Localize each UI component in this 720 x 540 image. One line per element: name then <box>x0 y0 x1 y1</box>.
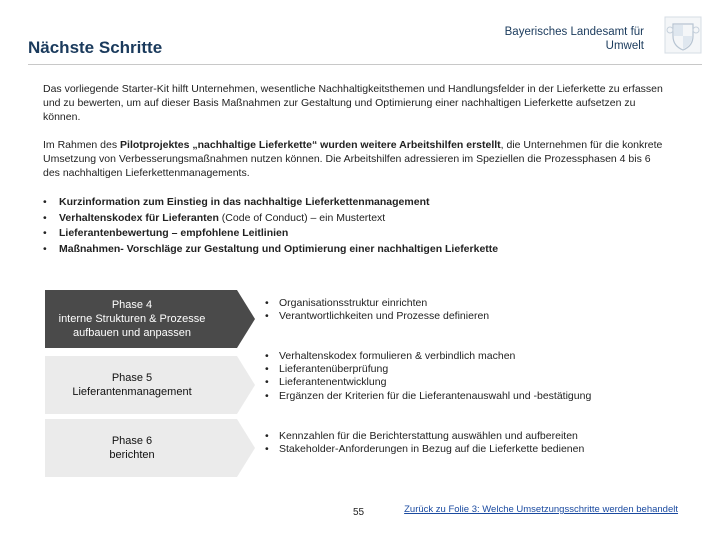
intro-paragraph: Das vorliegende Starter-Kit hilft Unternehmen, wesentliche Nachhaltigkeitsthemen und Handlungsfelder in der Lieferkette zu erfassen und zu bewerten, um auf dieser Basis Maßnahmen zur Gestaltung und Optimierung einer nachhaltigen Lieferkette aufsetzen zu können. <box>43 83 663 123</box>
back-to-slide-3-link[interactable]: Zurück zu Folie 3: Welche Umsetzungsschritte werden behandelt <box>404 504 678 515</box>
phase-label: Phase 4 <box>111 299 153 311</box>
arrow-tip <box>237 290 255 348</box>
organization-name <box>505 25 644 53</box>
phase-label: Phase 6 <box>111 435 153 447</box>
tools-list <box>43 195 498 257</box>
pilot-project-paragraph <box>43 138 663 180</box>
action-item: • Verhaltenskodex formulieren & verbindlich machen <box>265 350 591 363</box>
org-line-1: Bayerisches Landesamt für <box>504 26 644 38</box>
phase-6-arrow <box>45 419 237 477</box>
action-item: • Organisationsstruktur einrichten <box>265 297 489 310</box>
phase-name: berichten <box>109 449 155 461</box>
action-item: • Lieferantenüberprüfung <box>265 363 591 376</box>
phase-name: interne Strukturen & Prozesse aufbauen und anpassen <box>58 313 206 339</box>
phase-label: Phase 5 <box>111 372 153 384</box>
arrow-tip <box>237 419 255 477</box>
action-item: • Stakeholder-Anforderungen in Bezug auf die Lieferkette bedienen <box>265 443 584 456</box>
org-line-2: Umwelt <box>605 40 644 52</box>
phase-4-arrow <box>45 290 237 348</box>
phase-5-arrow <box>45 356 237 414</box>
tool-title: Kurzinformation zum Einstieg in das nachhaltige Lieferkettenmanagement <box>59 196 430 208</box>
tool-title: Verhaltenskodex für Lieferanten <box>59 211 219 224</box>
tool-title: Lieferantenbewertung – empfohlene Leitlinien <box>59 227 289 239</box>
page-number: 55 <box>353 507 365 518</box>
action-item: • Verantwortlichkeiten und Prozesse definieren <box>265 310 489 323</box>
page-title: Nächste Schritte <box>28 38 163 57</box>
tool-item <box>43 211 498 227</box>
pilot-text-bold: Pilotprojektes „nachhaltige Lieferkette“ wurden weitere Arbeitshilfen erstellt <box>120 139 501 151</box>
pilot-text-end: , die Unternehmen für die konkrete Umsetzung von Verbesserungsmaßnahmen nutzen können. Die Arbeitshilfen adressieren im Speziellen die Prozessphasen 4 bis 6 des nachhaltigen Lieferkettenmanagements. <box>43 139 663 179</box>
action-item: • Lieferantenentwicklung <box>265 376 591 389</box>
action-item: • Kennzahlen für die Berichterstattung auswählen und aufbereiten <box>265 430 584 443</box>
phase-name: Lieferantenmanagement <box>72 386 192 398</box>
phase-5-actions <box>265 350 591 403</box>
tool-detail: (Code of Conduct) – ein Mustertext <box>218 211 386 224</box>
phase-6-actions <box>265 430 584 456</box>
bavarian-coat-of-arms-icon <box>664 16 702 54</box>
tool-item <box>43 195 498 211</box>
tool-item <box>43 226 498 242</box>
arrow-tip <box>237 356 255 414</box>
header-divider <box>28 64 702 65</box>
action-item: • Ergänzen der Kriterien für die Lieferantenauswahl und -bestätigung <box>265 390 591 403</box>
tool-item <box>43 242 498 258</box>
phase-4-actions <box>265 297 489 323</box>
tool-title: Maßnahmen- Vorschläge zur Gestaltung und Optimierung einer nachhaltigen Lieferkette <box>59 242 499 255</box>
pilot-text-start: Im Rahmen des <box>43 139 121 151</box>
